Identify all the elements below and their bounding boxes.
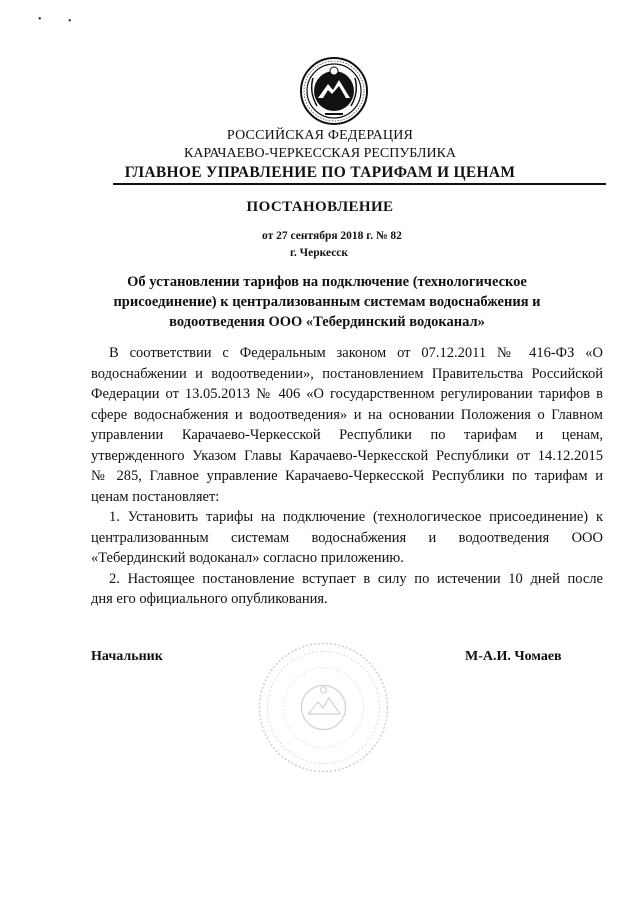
item-2-line: дня его официального опубликования.	[91, 591, 328, 607]
preamble-line: ценам постановляет:	[91, 488, 220, 505]
document-type: ПОСТАНОВЛЕНИЕ	[246, 199, 394, 215]
document-date-number: от 27 сентября 2018 г. № 82	[262, 230, 402, 242]
header-country: РОССИЙСКАЯ ФЕДЕРАЦИЯ	[226, 128, 414, 143]
header-divider	[113, 183, 606, 185]
document-city: г. Черкесск	[290, 247, 349, 259]
preamble-line: В соответствии с Федеральным законом от 07.12.2011 № 416-ФЗ «О	[109, 345, 603, 361]
subject-line: присоединение) к централизованным системам водоснабжения и	[113, 294, 541, 310]
header-agency: ГЛАВНОЕ УПРАВЛЕНИЕ ПО ТАРИФАМ И ЦЕНАМ	[124, 164, 516, 181]
preamble-line: водоснабжении и водоотведении», постановлением Правительства Российской	[91, 365, 603, 382]
item-2-line: 2. Настоящее постановление вступает в силу по истечении 10 дней после	[109, 570, 603, 587]
item-1-line: централизованным системам водоснабжения и водоотведения ООО	[91, 529, 603, 546]
header-region: КАРАЧАЕВО-ЧЕРКЕССКАЯ РЕСПУБЛИКА	[183, 146, 457, 161]
document-body	[91, 343, 603, 610]
subject-line: Об установлении тарифов на подключение (технологическое	[127, 274, 527, 290]
document-page: • • РОССИЙСКАЯ ФЕДЕРАЦИЯ КАРАЧАЕВО-ЧЕРКЕССКАЯ РЕСПУБЛИКА ГЛАВНОЕ УПРАВЛЕНИЕ ПО ТАРИФАМ И ЦЕНАМ ПОСТАНОВЛЕНИЕ от 27 сентября 2018 г. № 82 г. Черкесск Об установлении тарифов на подключение (технологическое присоединение) к централизованным системам водоснабжения и водоотведения ООО «Тебердинский водоканал» В соответствии с Федеральным законом от 07.12.2011 № 416-ФЗ «О водоснабжении и водоотведении», постановлением Правительства Российской Федерации от 13.05.2013 № 406 «О государственном регулировании тарифов в сфере водоснабжения и водоотведения» и на основании Положения о Главном управлении Карачаево-Черкесской Республики по тарифам и ценам, утвержденного Указом Главы Карачаево-Черкесской Республики от 14.12.2015 № 285, Главное управление Карачаево-Черкесской Республики по тарифам и ценам постановляет: 1. Установить тарифы на подключение (технологическое присоединение) к централизованным системам водоснабжения и водоотведения ООО «Тебердинский водоканал» согласно приложению. 2. Настоящее постановление вступает в силу по истечении 10 дней после дня его официального опубликования. Начальник М-А.И. Чомаев	[0, 0, 640, 905]
preamble-line: № 285, Главное управление Карачаево-Черкесской Республики по тарифам и	[91, 468, 603, 484]
signatory-name: М-А.И. Чомаев	[465, 649, 562, 664]
preamble-line: Федерации от 13.05.2013 № 406 «О государственном регулировании тарифов в	[91, 386, 603, 402]
item-1-line: «Тебердинский водоканал» согласно приложению.	[91, 550, 404, 566]
official-stamp	[256, 640, 391, 775]
document-subject	[112, 272, 542, 332]
preamble-line: утвержденного Указом Главы Карачаево-Черкесской Республики от 14.12.2015	[91, 447, 603, 464]
coat-of-arms-emblem	[299, 56, 369, 126]
subject-line: водоотведения ООО «Тебердинский водоканал»	[169, 314, 485, 330]
signatory-position: Начальник	[91, 649, 163, 664]
item-1-line: 1. Установить тарифы на подключение (технологическое присоединение) к	[109, 509, 603, 525]
preamble-line: сфере водоснабжения и водоотведения» и на основании Положения о Главном	[91, 406, 603, 423]
preamble-line: управлении Карачаево-Черкесской Республики по тарифам и ценам,	[91, 427, 603, 443]
